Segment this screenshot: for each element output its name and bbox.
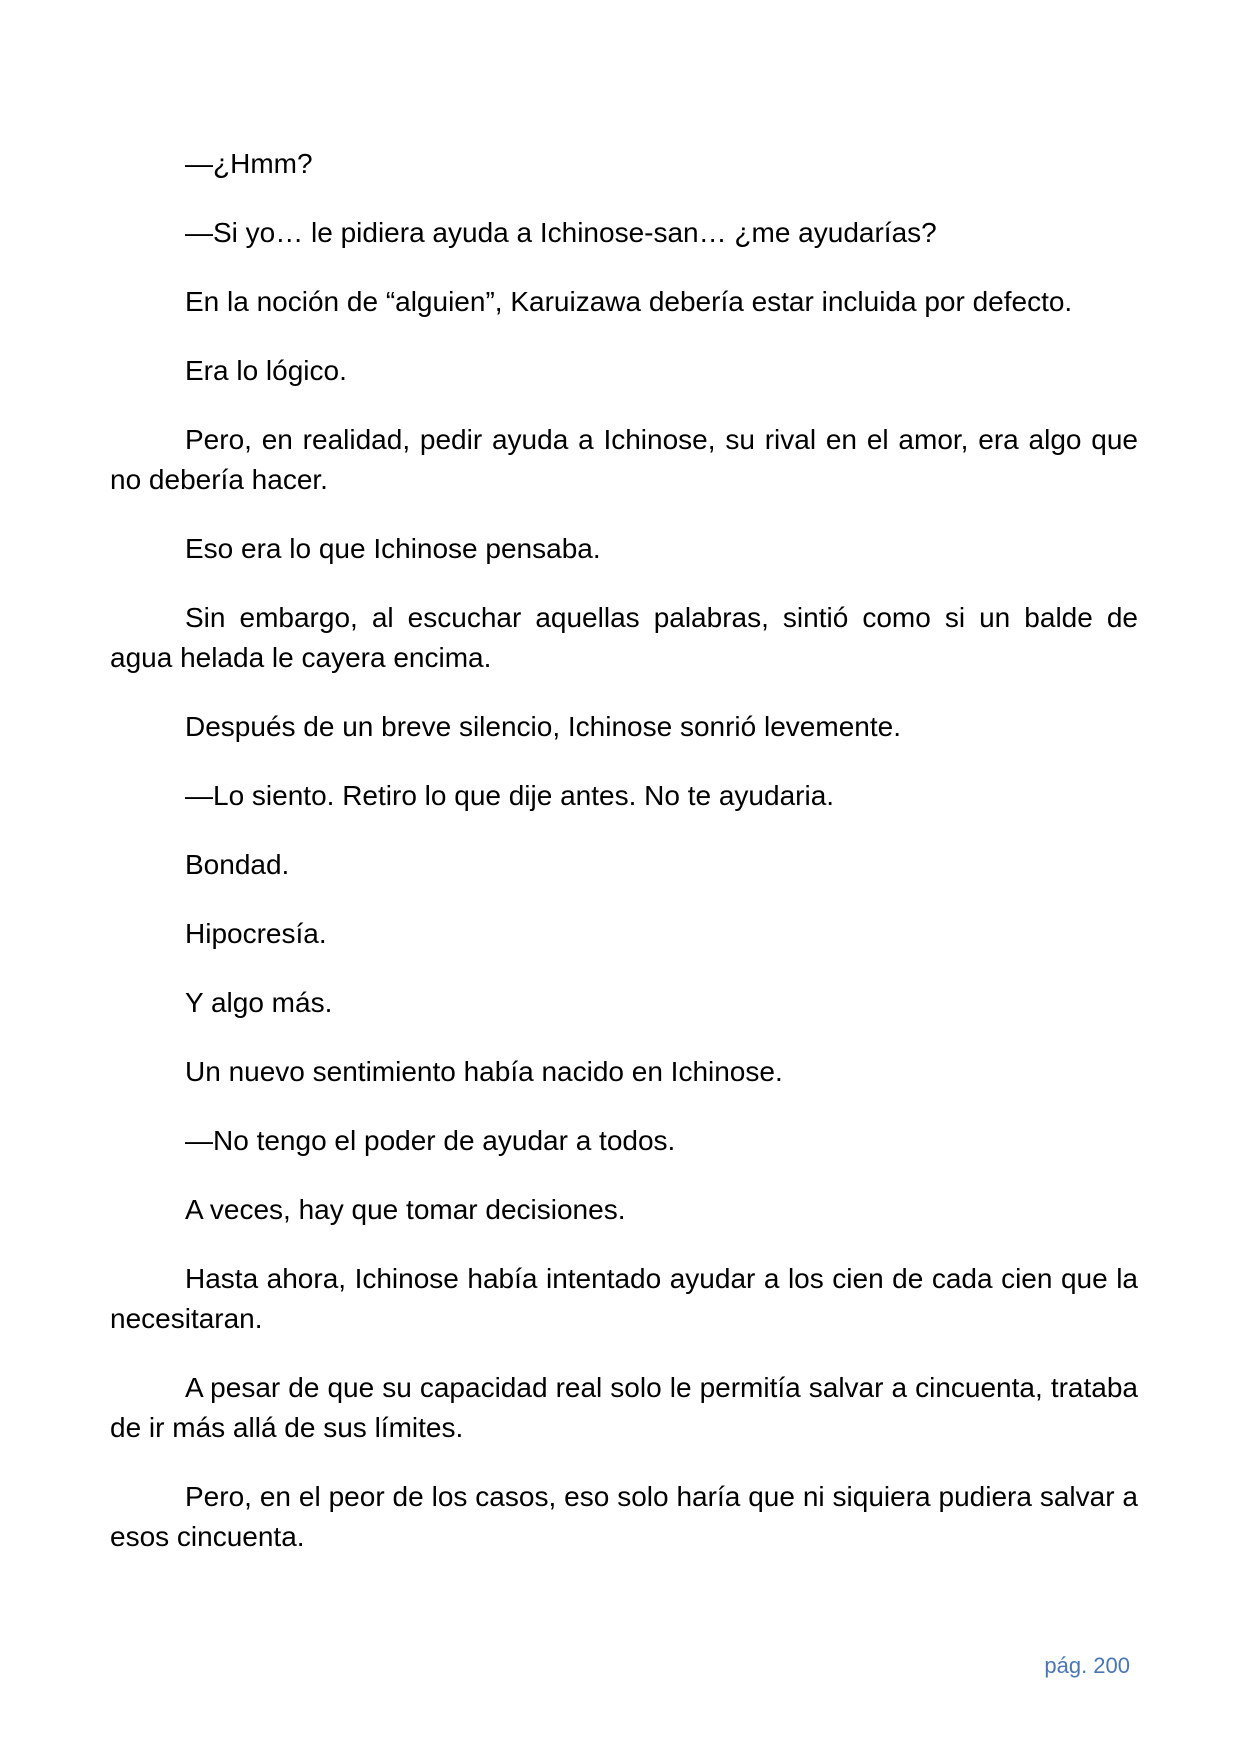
paragraph: A veces, hay que tomar decisiones. bbox=[185, 1194, 626, 1225]
paragraph: Y algo más. bbox=[185, 987, 333, 1018]
paragraph: A pesar de que su capacidad real solo le permitía salvar a cincuenta, trataba de ir más allá de sus límites. bbox=[110, 1372, 1138, 1443]
paragraph: Un nuevo sentimiento había nacido en Ichinose. bbox=[185, 1056, 783, 1087]
paragraph: Hipocresía. bbox=[185, 918, 327, 949]
paragraph: —No tengo el poder de ayudar a todos. bbox=[185, 1125, 676, 1156]
page-body-text bbox=[110, 144, 1138, 1586]
paragraph: Después de un breve silencio, Ichinose sonrió levemente. bbox=[185, 711, 901, 742]
paragraph: —¿Hmm? bbox=[185, 148, 313, 179]
paragraph: Bondad. bbox=[185, 849, 290, 880]
paragraph: —Si yo… le pidiera ayuda a Ichinose-san… ¿me ayudarías? bbox=[185, 217, 937, 248]
paragraph: Era lo lógico. bbox=[185, 355, 347, 386]
paragraph: Eso era lo que Ichinose pensaba. bbox=[185, 533, 601, 564]
page-number: pág. 200 bbox=[1044, 1653, 1130, 1678]
paragraph: En la noción de “alguien”, Karuizawa debería estar incluida por defecto. bbox=[185, 286, 1073, 317]
paragraph: Pero, en realidad, pedir ayuda a Ichinose, su rival en el amor, era algo que no debería hacer. bbox=[110, 424, 1138, 495]
paragraph: —Lo siento. Retiro lo que dije antes. No te ayudaria. bbox=[185, 780, 835, 811]
paragraph: Sin embargo, al escuchar aquellas palabras, sintió como si un balde de agua helada le cayera encima. bbox=[110, 602, 1138, 673]
paragraph: Hasta ahora, Ichinose había intentado ayudar a los cien de cada cien que la necesitaran. bbox=[110, 1263, 1138, 1334]
paragraph: Pero, en el peor de los casos, eso solo haría que ni siquiera pudiera salvar a esos cincuenta. bbox=[110, 1481, 1138, 1552]
